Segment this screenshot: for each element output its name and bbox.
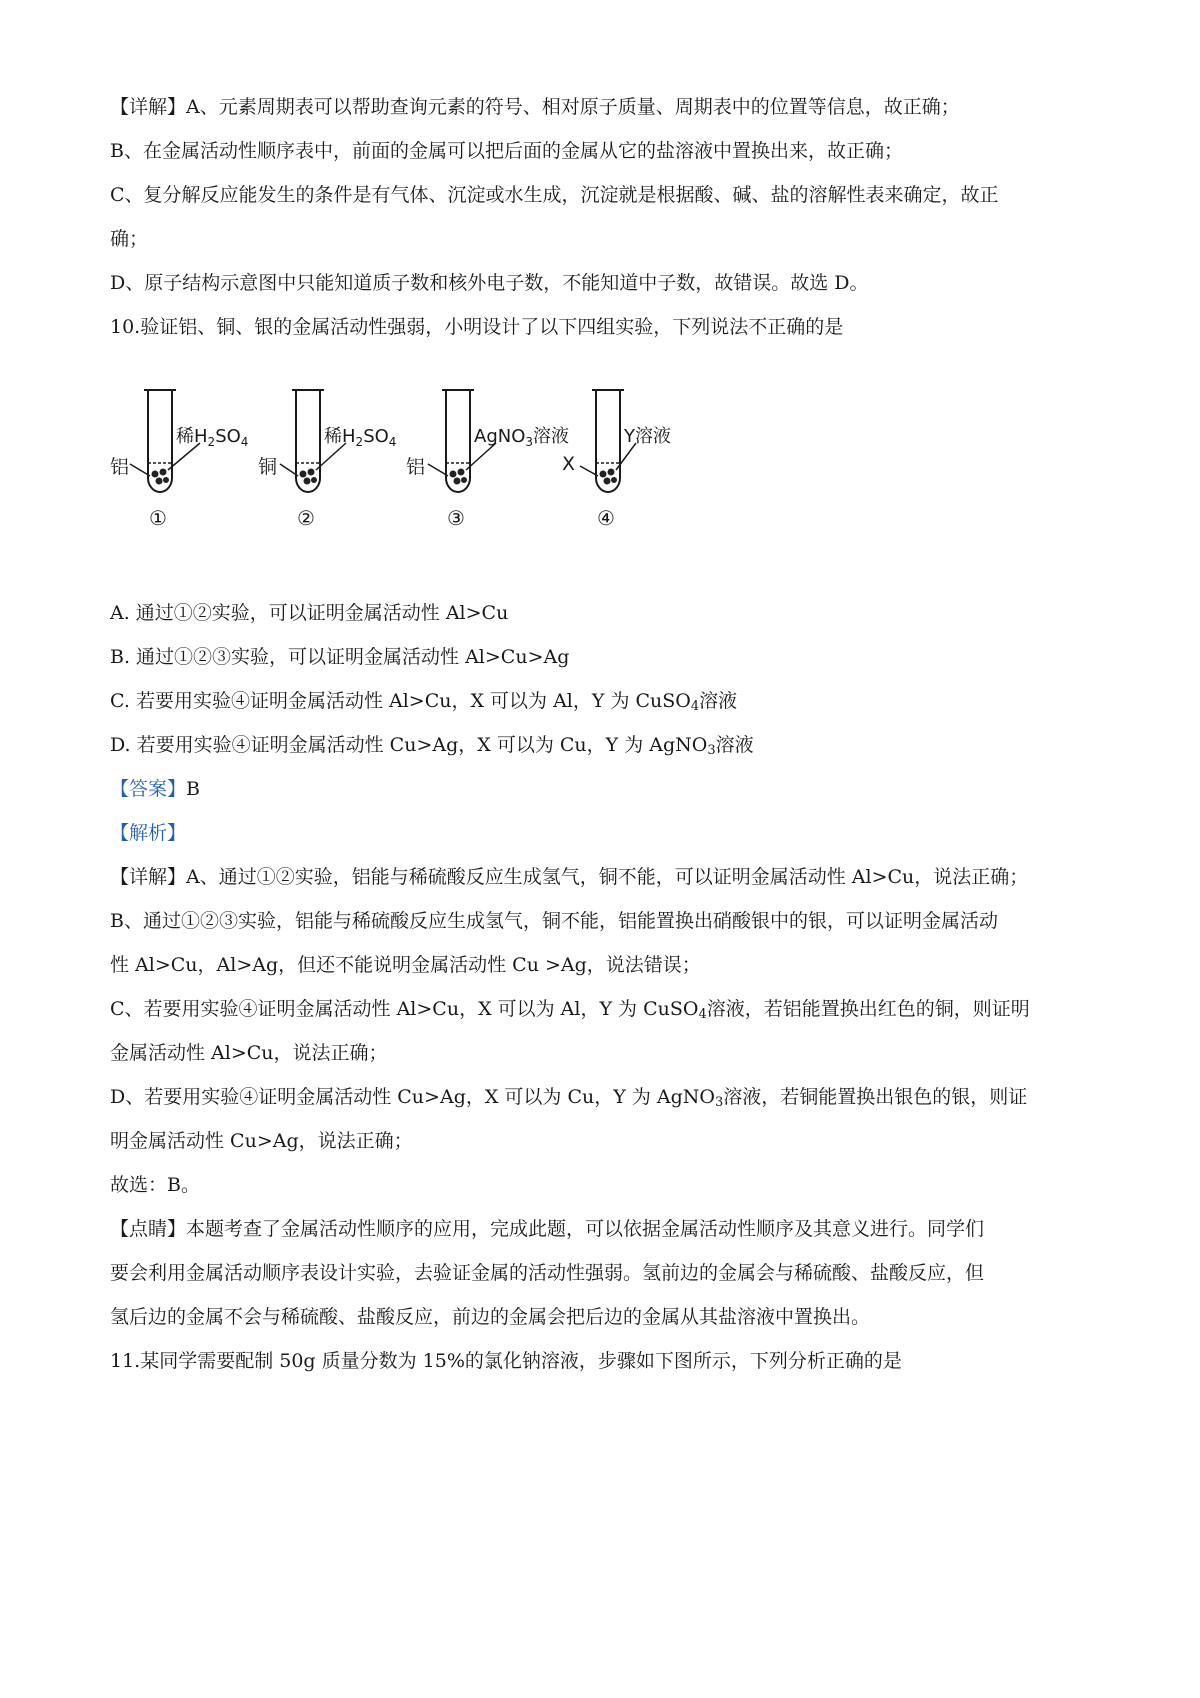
q10-comment-2: 要会利用金属活动顺序表设计实验，去验证金属的活动性强弱。氢前边的金属会与稀硫酸、盐酸反应，但 bbox=[110, 1262, 985, 1284]
prev-detail-c1: C、复分解反应能发生的条件是有气体、沉淀或水生成，沉淀就是根据酸、碱、盐的溶解性表来确定，故正 bbox=[110, 184, 999, 206]
test-tube-3 bbox=[406, 390, 569, 530]
q10-detail-choice: 故选：B。 bbox=[110, 1174, 200, 1196]
prev-detail-b: B、在金属活动性顺序表中，前面的金属可以把后面的金属从它的盐溶液中置换出来，故正确； bbox=[110, 140, 903, 162]
test-tube-figure bbox=[110, 388, 810, 588]
tube-3-metal: 铝 bbox=[406, 456, 426, 478]
test-tube-2 bbox=[258, 390, 396, 530]
tube-3-solution: AgNO$_3$溶液 bbox=[474, 426, 570, 449]
q11-stem: 11.某同学需要配制 50g 质量分数为 15%的氯化钠溶液，步骤如下图所示，下列分析正确的是 bbox=[110, 1350, 902, 1372]
q10-option-b: B. 通过①②③实验，可以证明金属活动性 Al>Cu>Ag bbox=[110, 646, 570, 668]
prev-detail-d: D、原子结构示意图中只能知道质子数和核外电子数，不能知道中子数，故错误。故选 D。 bbox=[110, 272, 869, 294]
tube-4-metal: X bbox=[562, 453, 576, 475]
tube-1-number: ① bbox=[149, 506, 167, 530]
q10-option-d: D. 若要用实验④证明金属活动性 Cu>Ag，X 可以为 Cu，Y 为 AgNO$_3$溶液 bbox=[110, 734, 754, 758]
test-tube-4 bbox=[562, 390, 671, 530]
comment-tag: 【点睛】 bbox=[110, 1218, 187, 1240]
q10-detail-c2: 金属活动性 Al>Cu，说法正确； bbox=[110, 1042, 388, 1064]
tube-4-number: ④ bbox=[597, 506, 615, 530]
tube-1-solution: 稀$H_2SO_4$ bbox=[176, 426, 249, 449]
q10-comment-3: 氢后边的金属不会与稀硫酸、盐酸反应，前边的金属会把后边的金属从其盐溶液中置换出。 bbox=[110, 1306, 871, 1328]
prev-detail-a: A、元素周期表可以帮助查询元素的符号、相对原子质量、周期表中的位置等信息，故正确； bbox=[186, 96, 960, 118]
q10-detail-b1: B、通过①②③实验，铝能与稀硫酸反应生成氢气，铜不能，铝能置换出硝酸银中的银，可以证明金属活动 bbox=[110, 910, 998, 932]
q10-detail-d1: D、若要用实验④证明金属活动性 Cu>Ag，X 可以为 Cu，Y 为 AgNO$_3$溶液，若铜能置换出银色的银，则证 bbox=[110, 1086, 1028, 1110]
q10-detail-a-line: 【详解】A、通过①②实验，铝能与稀硫酸反应生成氢气，铜不能，可以证明金属活动性 Al>Cu，说法正确； bbox=[110, 866, 1029, 888]
answer-value: B bbox=[186, 778, 200, 800]
q10-detail-b2: 性 Al>Cu，Al>Ag，但还不能说明金属活动性 Cu >Ag，说法错误； bbox=[110, 954, 701, 976]
test-tube-diagram bbox=[110, 388, 810, 588]
tube-2-number: ② bbox=[297, 506, 315, 530]
q10-detail-c1: C、若要用实验④证明金属活动性 Al>Cu，X 可以为 Al，Y 为 CuSO$_4$溶液，若铝能置换出红色的铜，则证明 bbox=[110, 998, 1030, 1022]
tube-1-metal: 铝 bbox=[110, 456, 130, 478]
detail-tag: 【详解】 bbox=[110, 96, 187, 118]
detail-tag: 【详解】 bbox=[110, 866, 187, 888]
q10-option-a: A. 通过①②实验，可以证明金属活动性 Al>Cu bbox=[110, 602, 509, 624]
q10-stem: 10.验证铝、铜、银的金属活动性强弱，小明设计了以下四组实验，下列说法不正确的是 bbox=[110, 316, 844, 338]
test-tube-1 bbox=[110, 390, 248, 530]
prev-detail-line-a bbox=[110, 92, 1100, 122]
tube-2-metal: 铜 bbox=[258, 456, 278, 478]
tube-3-number: ③ bbox=[447, 506, 465, 530]
analysis-tag: 【解析】 bbox=[110, 822, 187, 844]
tube-2-solution: 稀$H_2SO_4$ bbox=[324, 426, 397, 449]
q10-comment-1: 【点睛】本题考查了金属活动性顺序的应用，完成此题，可以依据金属活动性顺序及其意义进行。同学们 bbox=[110, 1218, 985, 1240]
tube-4-solution: Y溶液 bbox=[624, 426, 671, 447]
q10-detail-d2: 明金属活动性 Cu>Ag，说法正确； bbox=[110, 1130, 413, 1152]
prev-detail-c2: 确； bbox=[110, 228, 149, 250]
q10-option-c: C. 若要用实验④证明金属活动性 Al>Cu，X 可以为 Al，Y 为 CuSO$_4$溶液 bbox=[110, 690, 738, 714]
q10-answer bbox=[110, 774, 1100, 804]
answer-tag: 【答案】 bbox=[110, 778, 187, 800]
